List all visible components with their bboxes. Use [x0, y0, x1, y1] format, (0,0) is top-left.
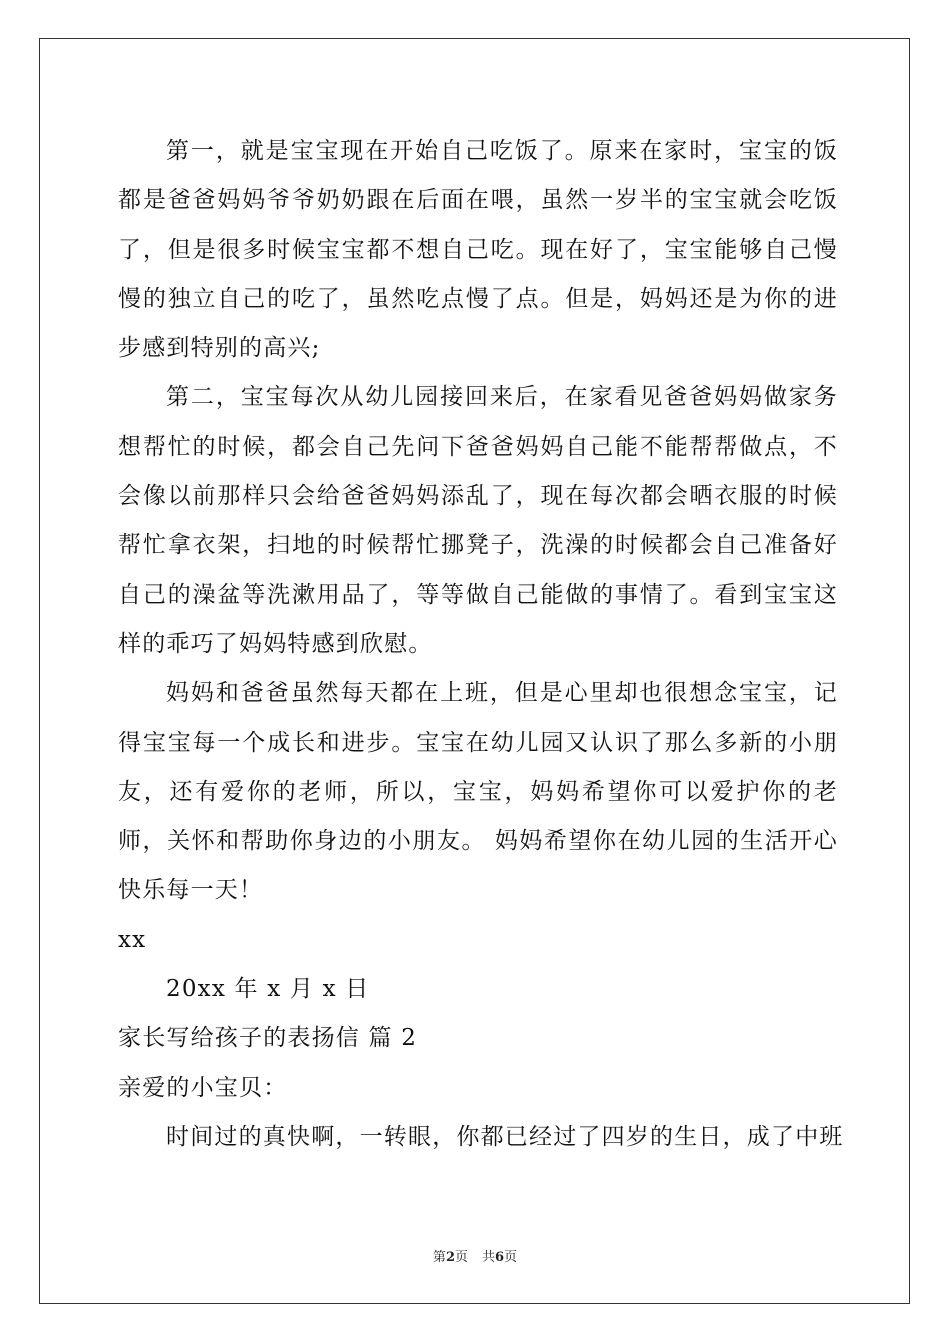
document-body [118, 127, 844, 1162]
section-title: 家长写给孩子的表扬信 篇 2 [118, 1025, 418, 1052]
signature: xx [118, 926, 147, 953]
footer-total-suffix: 页 [504, 1250, 518, 1265]
page-footer [0, 1246, 950, 1265]
paragraph-3: 妈妈和爸爸虽然每天都在上班，但是心里却也很想念宝宝，记得宝宝每一个成长和进步。宝宝在幼儿园又认识了那么多新的小朋友，还有爱你的老师，所以，宝宝，妈妈希望你可以爱护你的老师，关怀和帮助你身边的小朋友。 妈妈希望你在幼儿园的生活开心快乐每一天！ [118, 680, 838, 904]
paragraph-1: 第一，就是宝宝现在开始自己吃饭了。原来在家时，宝宝的饭都是爸爸妈妈爷爷奶奶跟在后面在喂，虽然一岁半的宝宝就会吃饭了，但是很多时候宝宝都不想自己吃。现在好了，宝宝能够自己慢慢的独立自己的吃了，虽然吃点慢了点。但是，妈妈还是为你的进步感到特别的高兴; [118, 138, 838, 362]
date-line: 20xx 年 x 月 x 日 [166, 976, 370, 1003]
footer-page-prefix: 第 [432, 1250, 446, 1265]
footer-total-prefix: 共 [482, 1250, 496, 1265]
footer-total-pages: 6 [495, 1250, 505, 1265]
paragraph-2: 第二，宝宝每次从幼儿园接回来后，在家看见爸爸妈妈做家务想帮忙的时候，都会自己先问下爸爸妈妈自己能不能帮帮做点，不会像以前那样只会给爸爸妈妈添乱了，现在每次都会晒衣服的时候帮忙拿衣架，扫地的时候帮忙挪凳子，洗澡的时候都会自己准备好自己的澡盆等洗漱用品了，等等做自己能做的事情了。看到宝宝这样的乖巧了妈妈特感到欣慰。 [118, 384, 838, 657]
paragraph-4: 时间过的真快啊，一转眼，你都已经过了四岁的生日，成了中班 [166, 1123, 844, 1150]
footer-page-suffix: 页 [454, 1250, 468, 1265]
salutation: 亲爱的小宝贝： [118, 1074, 288, 1101]
footer-page-number: 2 [445, 1250, 455, 1265]
